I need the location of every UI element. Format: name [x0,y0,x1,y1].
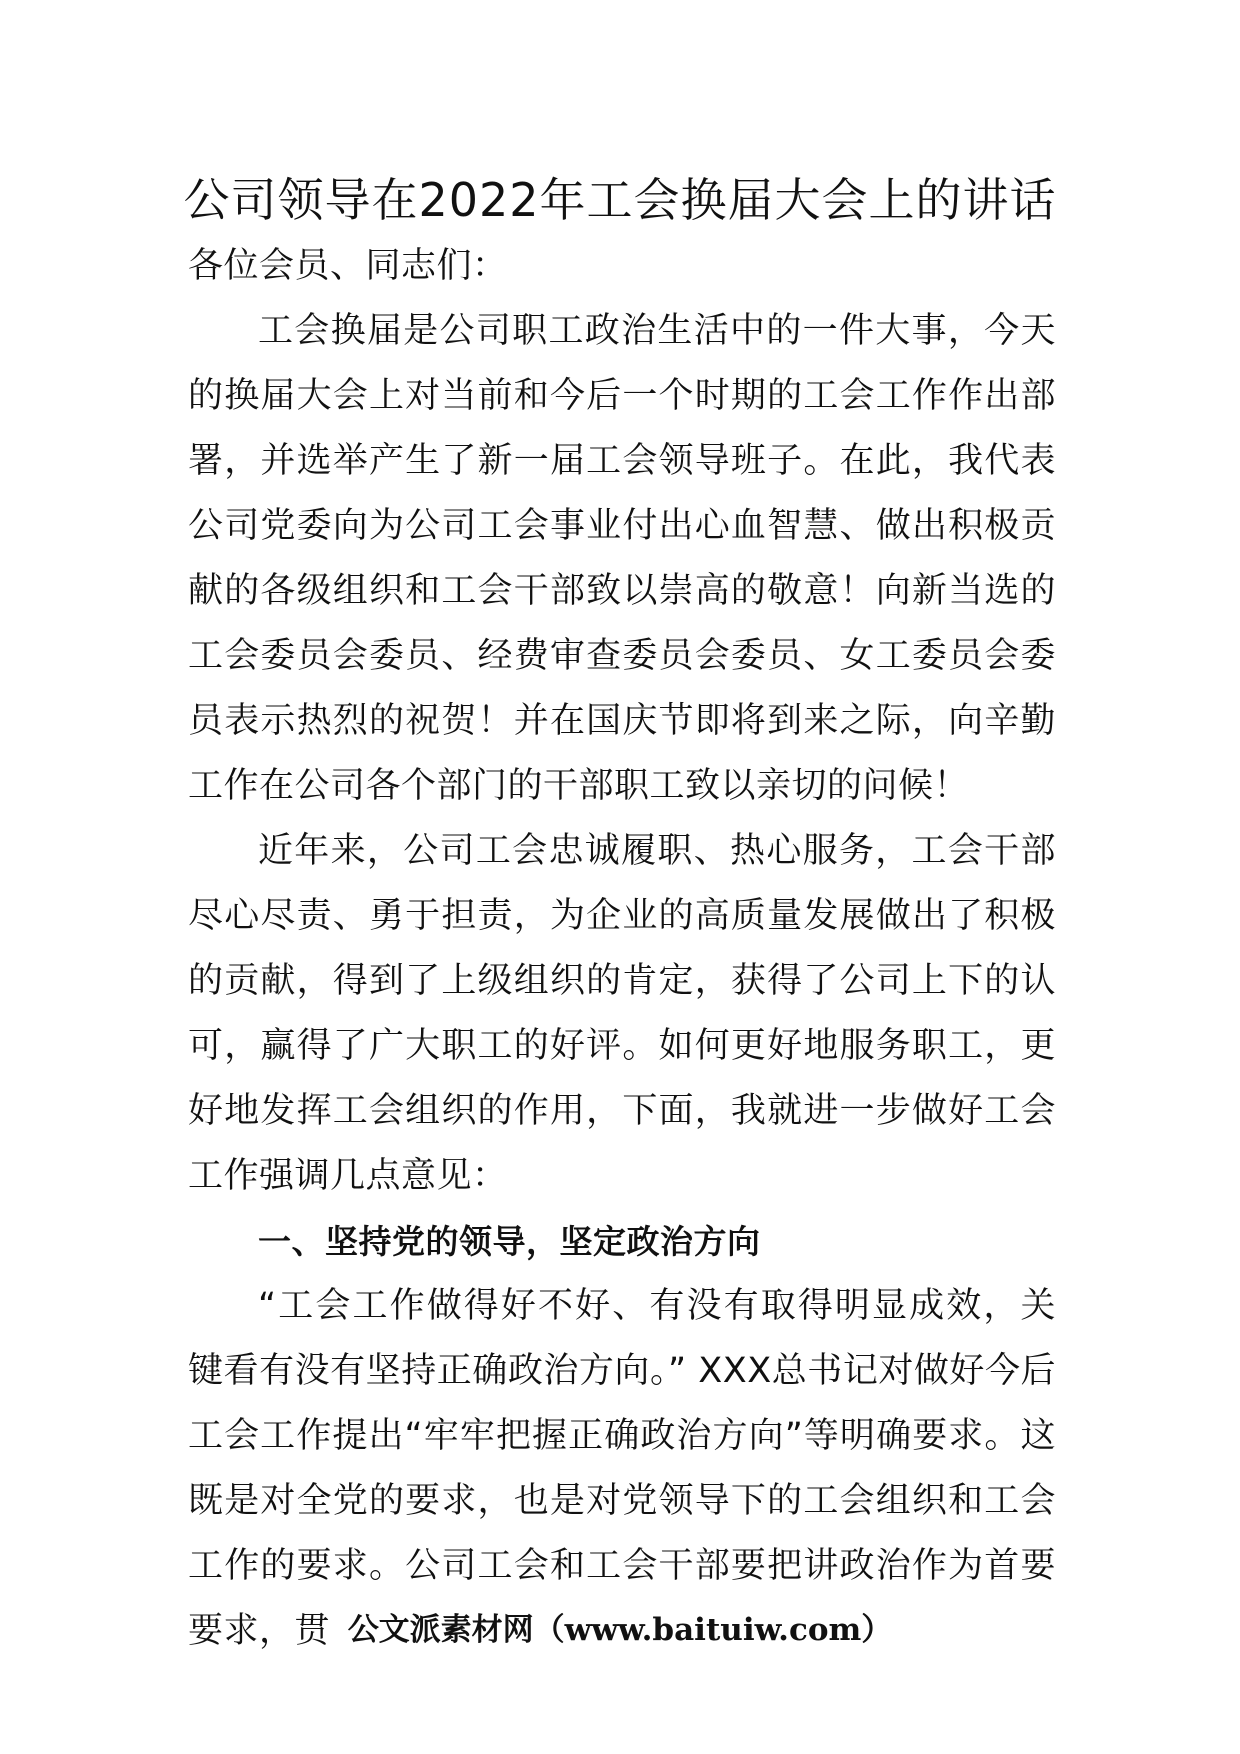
paragraph-achievements: 近年来，公司工会忠诚履职、热心服务，工会干部尽心尽责、勇于担责，为企业的高质量发展做出了积极的贡献，得到了上级组织的肯定，获得了公司上下的认可，赢得了广大职工的好评。如何更好地服务职工，更好地发挥工会组织的作用，下面，我就进一步做好工会工作强调几点意见： [188,831,1056,1196]
paragraph-section-one: “工会工作做得好不好、有没有取得明显成效，关键看有没有坚持正确政治方向。” XXX总书记对做好今后工会工作提出“牢牢把握正确政治方向”等明确要求。这既是对全党的要求，也是对党领导下的工会组织和工会工作的要求。公司工会和工会干部要把讲政治作为首要要求，贯 [188,1286,1056,1651]
document-body [188,234,1056,1664]
section-heading: 一、坚持党的领导，坚定政治方向 [258,1222,761,1261]
footer-watermark: 公文派素材网（www.baituiw.com） [347,1612,893,1648]
paragraph-opening: 工会换届是公司职工政治生活中的一件大事，今天的换届大会上对当前和今后一个时期的工会工作作出部署，并选举产生了新一届工会领导班子。在此，我代表公司党委向为公司工会事业付出心血智慧、做出积极贡献的各级组织和工会干部致以崇高的敬意！向新当选的工会委员会委员、经费审查委员会委员、女工委员会委员表示热烈的祝贺！并在国庆节即将到来之际，向辛勤工作在公司各个部门的干部职工致以亲切的问候！ [188,311,1056,806]
document-title: 公司领导在2022年工会换届大会上的讲话 [183,173,1057,227]
salutation: 各位会员、同志们： [188,246,508,286]
